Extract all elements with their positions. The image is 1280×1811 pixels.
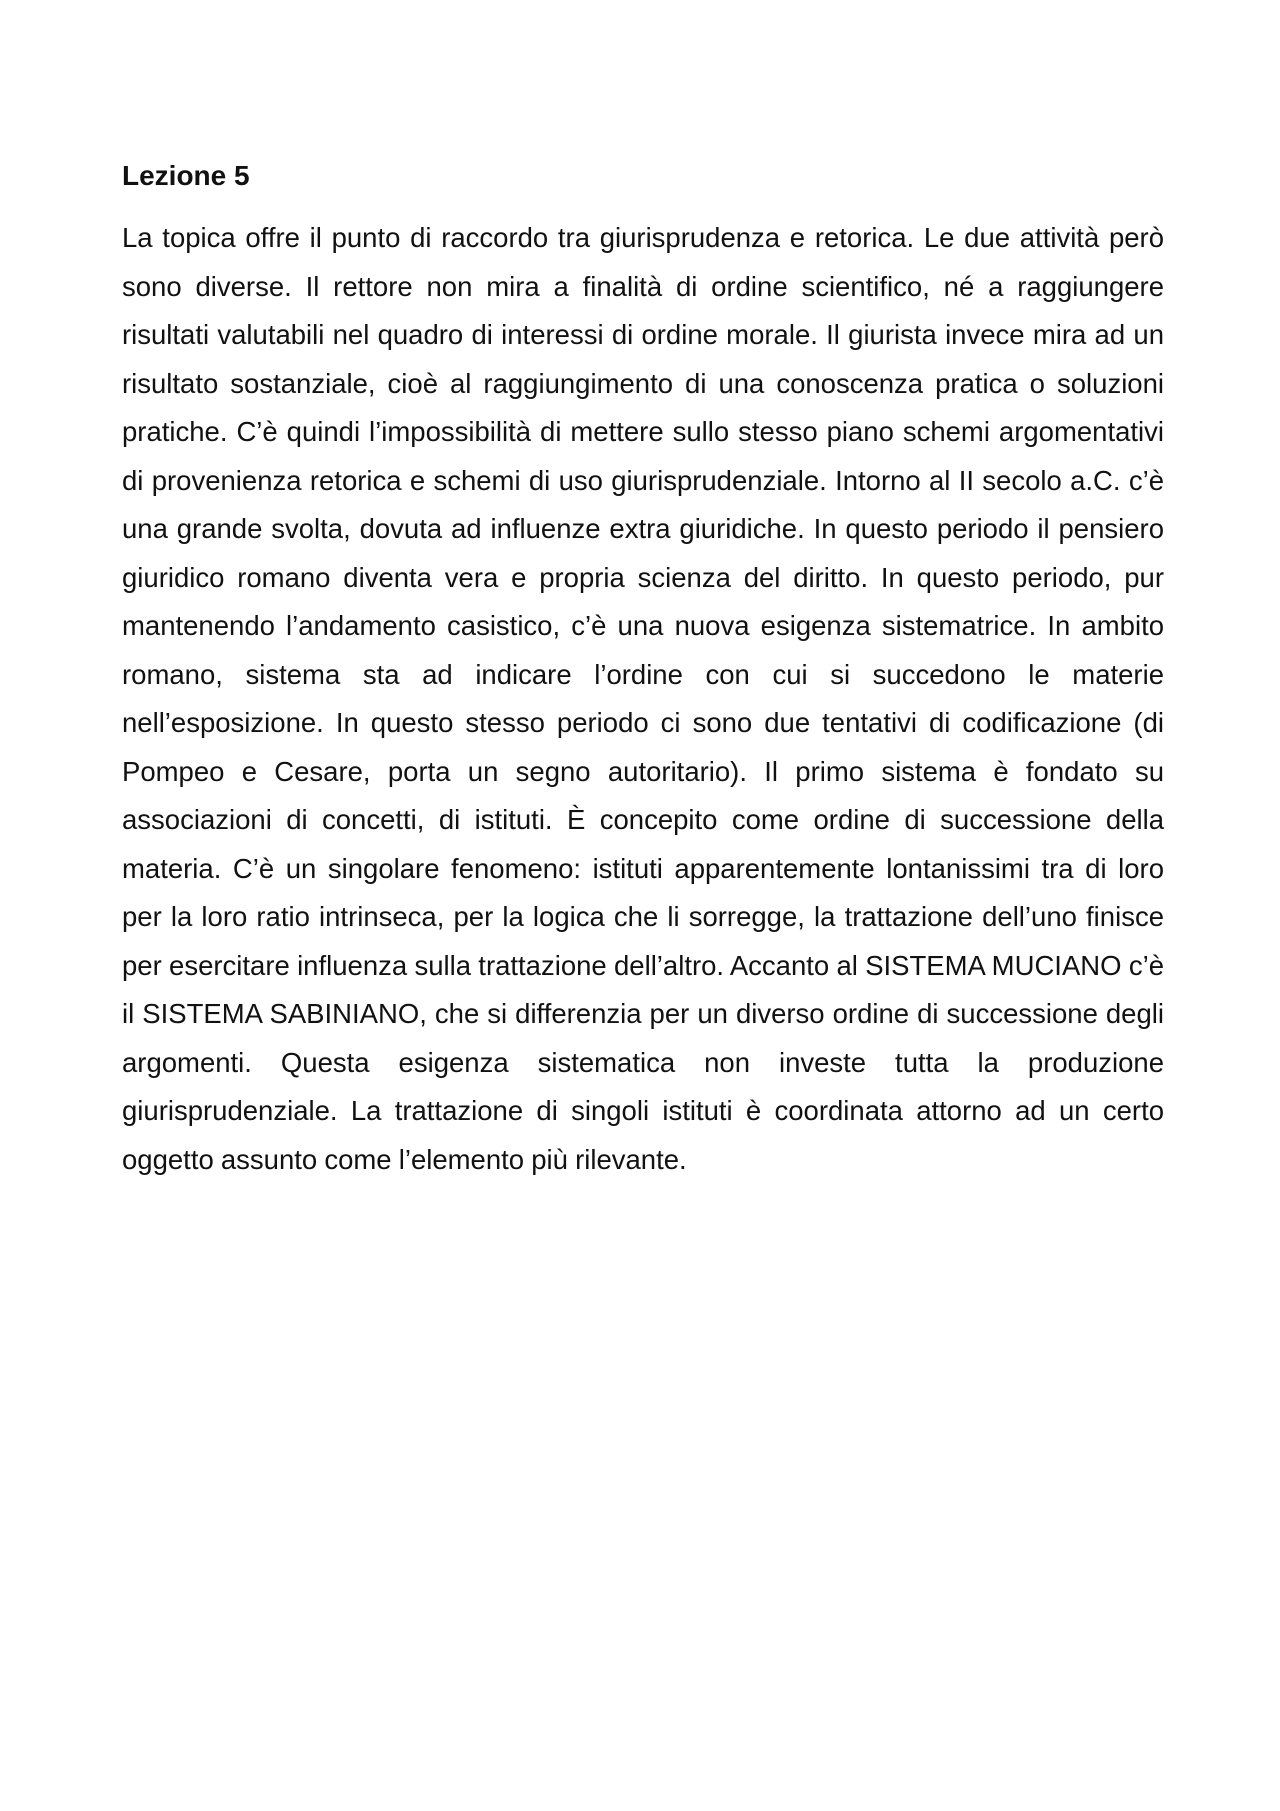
document-content xyxy=(122,158,1164,1184)
lesson-paragraph: La topica offre il punto di raccordo tra giurisprudenza e retorica. Le due attività però sono diverse. Il rettore non mira a finalità di ordine scientifico, né a raggiungere risultati valutabili nel quadro di interessi di ordine morale. Il giurista invece mira ad un risultato sostanziale, cioè al raggiungimento di una conoscenza pratica o soluzioni pratiche. C’è quindi l’impossibilità di mettere sullo stesso piano schemi argomentativi di provenienza retorica e schemi di uso giurisprudenziale. Intorno al II secolo a.C. c’è una grande svolta, dovuta ad influenze extra giuridiche. In questo periodo il pensiero giuridico romano diventa vera e propria scienza del diritto. In questo periodo, pur mantenendo l’andamento casistico, c’è una nuova esigenza sistematrice. In ambito romano, sistema sta ad indicare l’ordine con cui si succedono le materie nell’esposizione. In questo stesso periodo ci sono due tentativi di codificazione (di Pompeo e Cesare, porta un segno autoritario). Il primo sistema è fondato su associazioni di concetti, di istituti. È concepito come ordine di successione della materia. C’è un singolare fenomeno: istituti apparentemente lontanissimi tra di loro per la loro ratio intrinseca, per la logica che li sorregge, la trattazione dell’uno finisce per esercitare influenza sulla trattazione dell’altro. Accanto al SISTEMA MUCIANO c’è il SISTEMA SABINIANO, che si differenzia per un diverso ordine di successione degli argomenti. Questa esigenza sistematica non investe tutta la produzione giurisprudenziale. La trattazione di singoli istituti è coordinata attorno ad un certo oggetto assunto come l’elemento più rilevante. xyxy=(122,222,1164,1175)
lesson-heading: Lezione 5 xyxy=(122,160,250,191)
